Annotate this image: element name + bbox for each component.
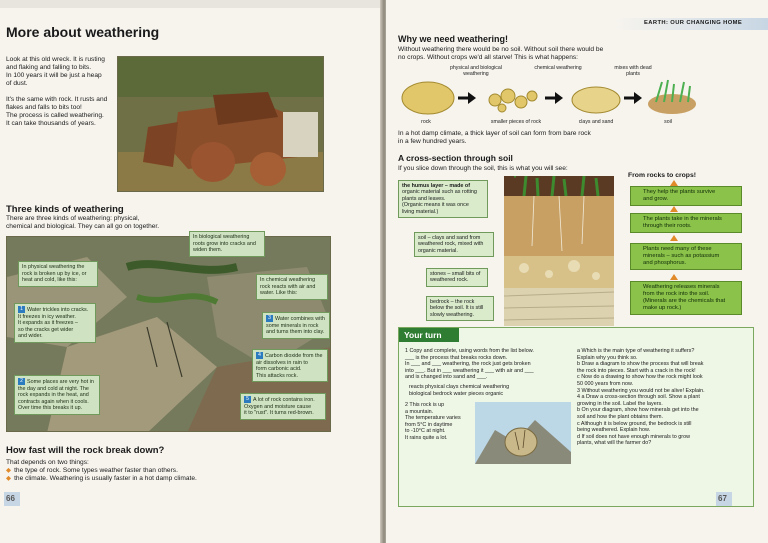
label-humus-layer: the humus layer – made of organic material such as rotting plants and leaves. (Organic means it was once living material.) xyxy=(398,180,488,218)
intro-paragraph-1: Look at this old wreck. It is rusting and flaking and falling to bits. In 100 years it will be just a heap of dust. xyxy=(6,56,105,87)
callout-biological: In biological weathering roots grow into cracks and widen them. xyxy=(189,231,265,257)
process-label-3: mixes with dead plants xyxy=(614,65,652,77)
stage-label-pieces: smaller pieces of rock xyxy=(490,119,542,125)
chapter-header: EARTH: OUR CHANGING HOME xyxy=(644,20,743,26)
intro-paragraph-2: It's the same with rock. It rusts and flakes and falls to bits too! The process is called weathering. It can take thousands of years. xyxy=(6,96,108,127)
crop-arrow-3 xyxy=(670,235,678,241)
top-band xyxy=(0,0,382,8)
process-label-2: chemical weathering xyxy=(534,65,582,71)
kinds-text: There are three kinds of weathering: physical, chemical and biological. They can all go on together. xyxy=(6,215,160,230)
question-1: 1 Copy and complete, using words from the list below. ___ is the process that breaks rocks down. In ___ and ___ weathering, the rock just gets broken into ___. But in ___ weathering it ___ with air and ___ and is changed into sand and ___. xyxy=(405,348,534,381)
callout-chemical: In chemical weathering rock reacts with air and water. Like this: xyxy=(256,274,328,300)
number-badge-1: 1 xyxy=(18,306,25,313)
page-number-left: 66 xyxy=(6,494,15,503)
callout-heat-cold: 2 Some places are very hot in the day and cold at night. The rock expands in the heat, and contracts again when it cools. Over time this breaks it up. xyxy=(14,375,100,415)
fast-text: That depends on two things: ◆ the type of rock. Some types weather faster than others. ◆ the climate. Weathering is usually faster in a hot damp climate. xyxy=(6,459,306,483)
crop-step-1: Weathering releases minerals from the rock into the soil. (Minerals are the chemicals that make up rock.) xyxy=(630,281,742,315)
left-page xyxy=(0,0,382,543)
crop-arrow-2 xyxy=(670,206,678,212)
fast-heading: How fast will the rock break down? xyxy=(6,445,165,456)
crop-step-2: Plants need many of these minerals – such as potassium and phosphorus. xyxy=(630,243,742,270)
weathering-process-diagram xyxy=(400,78,720,118)
crops-heading: From rocks to crops! xyxy=(628,172,696,179)
callout-physical: In physical weathering the rock is broken up by ice, or heat and cold, like this: xyxy=(18,261,98,287)
number-badge-5: 5 xyxy=(244,396,251,403)
number-badge-3: 3 xyxy=(266,315,273,322)
page-number-right: 67 xyxy=(718,494,727,503)
crop-arrow-4 xyxy=(670,274,678,280)
label-soil: soil – clays and sand from weathered rock, mixed with organic material. xyxy=(414,232,494,257)
soil-cross-section xyxy=(504,176,614,326)
fast-bullet-1: ◆ the type of rock. Some types weather faster than others. xyxy=(6,467,178,474)
label-stones: stones – small bits of weathered rock. xyxy=(426,268,488,287)
why-heading: Why we need weathering! xyxy=(398,34,509,44)
why-text: Without weathering there would be no soil. Without soil there would be no crops. Without crops we'd all starve! This is what happens: xyxy=(398,46,604,61)
stage-label-rock: rock xyxy=(421,119,431,125)
number-badge-4: 4 xyxy=(256,352,263,359)
stage-label-clays: clays and sand xyxy=(578,119,614,125)
crop-step-4: They help the plants survive and grow. xyxy=(630,186,742,206)
kinds-heading: Three kinds of weathering xyxy=(6,204,124,215)
after-text: In a hot damp climate, a thick layer of soil can form from bare rock in a few hundred years. xyxy=(398,130,591,145)
your-turn-box xyxy=(398,327,754,507)
cross-section-heading: A cross-section through soil xyxy=(398,153,513,163)
mountain-rock-illustration xyxy=(475,402,571,464)
page-title: More about weathering xyxy=(6,24,160,40)
process-label-1: physical and biological weathering xyxy=(450,65,502,77)
questions-right: a Which is the main type of weathering it suffers? Explain why you think so. b Draw a diagram to show the process that will break the rock into pieces. Start with a crack in the rock! c Now do a drawing to show how the rock might look 50 000 years from now. 3 Without weathering you would not be alive! Explain. 4 a Draw a cross-section through soil. Show a plant growing in the soil. Label the layers. b On your diagram, show how minerals get into the soil and how the plant obtains them. c Although it is below ground, the bedrock is still being weathered. Explain how. d If soil does not have enough minerals to grow plants, what will the farmer do? xyxy=(577,348,705,447)
callout-freezing: 1 Water trickles into cracks. It freezes in icy weather. It expands as it freezes – so the cracks get wider and wider. xyxy=(14,303,96,343)
crop-step-3: The plants take in the minerals through their roots. xyxy=(630,213,742,233)
your-turn-title: Your turn xyxy=(399,328,459,342)
callout-rust: 5 A lot of rock contains iron. Oxygen and moisture cause it to "rust". It turns red-brown. xyxy=(240,393,326,420)
fast-bullet-2: ◆ the climate. Weathering is usually faster in a hot damp climate. xyxy=(6,475,197,482)
stage-label-soil: soil xyxy=(664,119,672,125)
cross-section-text: If you slice down through the soil, this is what you will see: xyxy=(398,165,568,172)
question-2: 2 This rock is up a mountain. The temperature varies from 5°C in daytime to -10°C at night. It rains quite a lot. xyxy=(405,402,461,441)
car-wreck-photo xyxy=(117,56,324,192)
label-bedrock: bedrock – the rock below the soil. It is still slowly weathering. xyxy=(426,296,494,321)
number-badge-2: 2 xyxy=(18,378,25,385)
right-page xyxy=(386,0,768,543)
word-list: reacts physical clays chemical weathering biological bedrock water pieces organic xyxy=(409,384,510,397)
callout-carbonic-acid: 4 Carbon dioxide from the air dissolves in rain to form carbonic acid. This attacks rock. xyxy=(252,349,328,382)
callout-clay: 3 Water combines with some minerals in rock and turns them into clay. xyxy=(262,312,330,339)
